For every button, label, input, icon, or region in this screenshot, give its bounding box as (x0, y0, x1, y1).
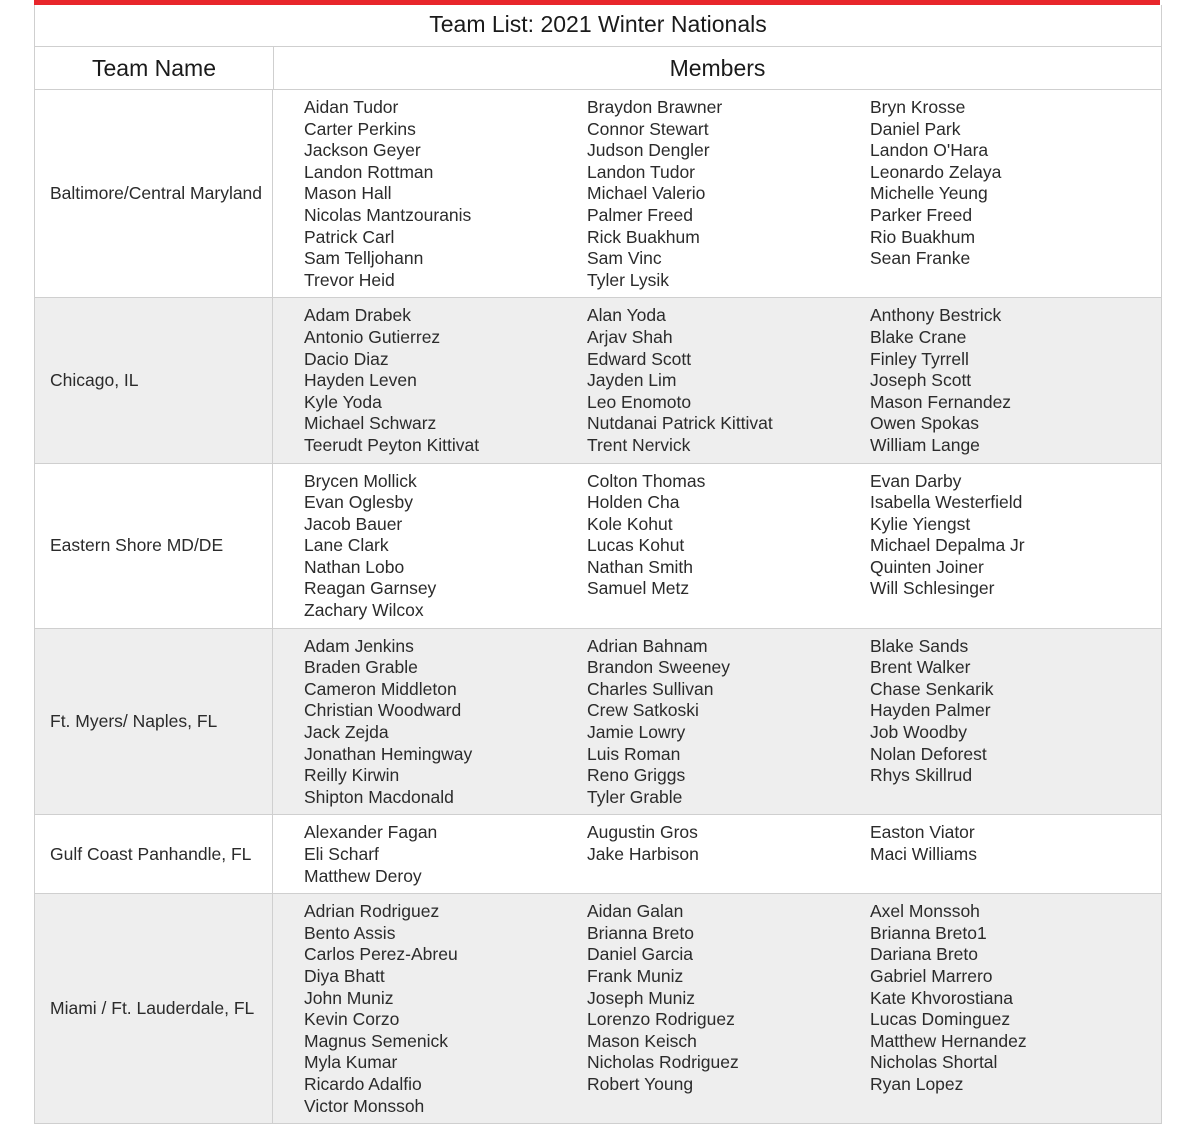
member-name: Isabella Westerfield (870, 492, 1023, 513)
member-name: Hayden Leven (304, 370, 417, 391)
member-name: Michael Schwarz (304, 413, 437, 434)
member-name: Easton Viator (870, 822, 975, 843)
table-header (35, 47, 1161, 90)
member-name: Sean Franke (870, 248, 971, 269)
member-name: Braydon Brawner (587, 97, 723, 117)
member-name: Brianna Breto (587, 922, 695, 943)
member-column (587, 305, 870, 456)
member-name: Landon Rottman (304, 161, 434, 182)
member-name: Brycen Mollick (304, 470, 417, 491)
member-column (587, 97, 870, 291)
member-name: John Muniz (304, 987, 394, 1008)
member-name: Edward Scott (587, 348, 692, 369)
member-column (304, 471, 587, 622)
member-name: Evan Darby (870, 470, 962, 491)
team-name-header: Team Name (35, 47, 274, 89)
members-cell (273, 298, 1161, 462)
member-name: Trevor Heid (304, 269, 395, 290)
member-name: William Lange (870, 434, 980, 455)
member-name: Axel Monssoh (870, 901, 980, 922)
member-name: Eli Scharf (304, 844, 379, 864)
table-row (35, 298, 1161, 463)
member-name: Maci Williams (870, 844, 977, 864)
member-name: Michelle Yeung (870, 183, 988, 204)
member-name: Landon Tudor (587, 161, 696, 182)
member-name: Dacio Diaz (304, 348, 389, 369)
member-name: Connor Stewart (587, 118, 709, 139)
member-name: Mason Keisch (587, 1030, 697, 1051)
member-column (870, 305, 1153, 456)
member-name: Gabriel Marrero (870, 965, 993, 986)
member-name: Carter Perkins (304, 118, 416, 139)
member-name: Jamie Lowry (587, 722, 686, 743)
team-name-cell: Gulf Coast Panhandle, FL (35, 815, 273, 893)
table-row (35, 894, 1161, 1124)
member-column (870, 97, 1153, 291)
member-name: Daniel Garcia (587, 944, 694, 965)
member-name: Nathan Smith (587, 556, 694, 577)
member-name: Jacob Bauer (304, 513, 403, 534)
member-name: Myla Kumar (304, 1052, 398, 1073)
member-name: Teerudt Peyton Kittivat (304, 434, 480, 455)
member-name: Reagan Garnsey (304, 578, 437, 599)
member-name: Patrick Carl (304, 226, 395, 247)
member-name: Jack Zejda (304, 722, 389, 743)
member-name: Joseph Scott (870, 370, 972, 391)
member-name: Brandon Sweeney (587, 657, 731, 678)
table-row (35, 464, 1161, 629)
members-header: Members (669, 55, 766, 81)
team-name-cell: Chicago, IL (35, 298, 273, 462)
member-name: Aidan Galan (587, 901, 684, 922)
member-name: Reno Griggs (587, 765, 686, 786)
page-title: Team List: 2021 Winter Nationals (35, 5, 1161, 47)
member-name: Ricardo Adalfio (304, 1073, 422, 1094)
member-name: Will Schlesinger (870, 578, 995, 599)
member-name: Nicholas Shortal (870, 1052, 998, 1073)
member-name: Kole Kohut (587, 513, 673, 534)
member-column (587, 636, 870, 809)
member-name: Nicolas Mantzouranis (304, 204, 472, 225)
member-name: Victor Monssoh (304, 1095, 425, 1116)
member-name: Ryan Lopez (870, 1073, 964, 1094)
member-name: Kyle Yoda (304, 391, 382, 412)
member-name: Diya Bhatt (304, 965, 385, 986)
member-column (587, 901, 870, 1117)
member-name: Jonathan Hemingway (304, 743, 473, 764)
member-name: Robert Young (587, 1073, 694, 1094)
member-name: Palmer Freed (587, 204, 694, 225)
member-name: Finley Tyrrell (870, 348, 969, 369)
member-column (304, 636, 587, 809)
member-name: Brianna Breto1 (870, 922, 987, 943)
member-name: Blake Crane (870, 326, 967, 347)
member-name: Nicholas Rodriguez (587, 1052, 739, 1073)
member-name: Adrian Bahnam (587, 635, 708, 656)
member-name: Job Woodby (870, 722, 967, 743)
member-name: Anthony Bestrick (870, 305, 1002, 326)
member-name: Evan Oglesby (304, 492, 413, 513)
member-name: Crew Satkoski (587, 700, 699, 721)
member-name: Lane Clark (304, 535, 389, 556)
member-name: Colton Thomas (587, 470, 706, 491)
member-name: Kylie Yiengst (870, 513, 971, 534)
team-name-cell: Baltimore/Central Maryland (35, 90, 273, 297)
member-name: Lucas Dominguez (870, 1009, 1011, 1030)
table-row (35, 629, 1161, 816)
member-column (304, 97, 587, 291)
member-name: Blake Sands (870, 635, 969, 656)
member-name: Alan Yoda (587, 305, 666, 326)
member-name: Kate Khvorostiana (870, 987, 1014, 1008)
member-name: Antonio Gutierrez (304, 326, 441, 347)
member-name: Michael Valerio (587, 183, 706, 204)
table-row (35, 90, 1161, 298)
member-name: Zachary Wilcox (304, 600, 424, 621)
member-name: Tyler Lysik (587, 269, 670, 290)
member-name: Rick Buakhum (587, 226, 700, 247)
member-name: Rhys Skillrud (870, 765, 973, 786)
members-cell (273, 894, 1161, 1123)
member-name: Leo Enomoto (587, 391, 692, 412)
team-list-table (34, 5, 1162, 1124)
member-name: Landon O'Hara (870, 140, 989, 161)
member-name: Magnus Semenick (304, 1030, 448, 1051)
member-name: Judson Dengler (587, 140, 710, 161)
member-column (870, 901, 1153, 1117)
member-name: Jackson Geyer (304, 140, 421, 161)
member-column (304, 822, 587, 887)
member-name: Quinten Joiner (870, 556, 984, 577)
member-name: Matthew Hernandez (870, 1030, 1027, 1051)
member-name: Dariana Breto (870, 944, 978, 965)
member-name: Lucas Kohut (587, 535, 685, 556)
member-name: Cameron Middleton (304, 678, 457, 699)
member-name: Tyler Grable (587, 786, 683, 807)
member-name: Holden Cha (587, 492, 680, 513)
member-name: Charles Sullivan (587, 678, 714, 699)
member-column (304, 305, 587, 456)
team-name-cell: Ft. Myers/ Naples, FL (35, 629, 273, 815)
member-column (587, 471, 870, 622)
member-name: Alexander Fagan (304, 822, 438, 843)
member-name: Chase Senkarik (870, 678, 994, 699)
member-name: Augustin Gros (587, 822, 698, 843)
member-column (870, 636, 1153, 809)
member-name: Sam Telljohann (304, 248, 424, 269)
member-name: Bento Assis (304, 922, 396, 943)
member-name: Joseph Muniz (587, 987, 695, 1008)
member-name: Aidan Tudor (304, 97, 399, 117)
member-name: Parker Freed (870, 204, 973, 225)
member-name: Carlos Perez-Abreu (304, 944, 458, 965)
member-name: Jayden Lim (587, 370, 677, 391)
member-name: Brent Walker (870, 657, 971, 678)
member-name: Adam Drabek (304, 305, 411, 326)
member-column (587, 822, 870, 887)
member-name: Kevin Corzo (304, 1009, 400, 1030)
members-cell (273, 629, 1161, 815)
member-column (870, 822, 1153, 887)
member-name: Trent Nervick (587, 434, 691, 455)
member-name: Braden Grable (304, 657, 418, 678)
member-name: Michael Depalma Jr (870, 535, 1025, 556)
member-name: Nolan Deforest (870, 743, 987, 764)
member-name: Mason Hall (304, 183, 392, 204)
member-name: Nathan Lobo (304, 556, 405, 577)
member-name: Shipton Macdonald (304, 786, 454, 807)
member-name: Samuel Metz (587, 578, 690, 599)
member-name: Christian Woodward (304, 700, 462, 721)
member-name: Bryn Krosse (870, 97, 966, 117)
member-name: Daniel Park (870, 118, 961, 139)
member-column (304, 901, 587, 1117)
member-name: Adam Jenkins (304, 635, 414, 656)
member-name: Frank Muniz (587, 965, 684, 986)
member-name: Sam Vinc (587, 248, 662, 269)
team-name-cell: Miami / Ft. Lauderdale, FL (35, 894, 273, 1123)
member-name: Lorenzo Rodriguez (587, 1009, 735, 1030)
members-cell (273, 815, 1161, 893)
member-name: Owen Spokas (870, 413, 979, 434)
member-name: Hayden Palmer (870, 700, 991, 721)
team-name-cell: Eastern Shore MD/DE (35, 464, 273, 628)
members-cell (273, 90, 1161, 297)
member-name: Rio Buakhum (870, 226, 976, 247)
member-name: Leonardo Zelaya (870, 161, 1002, 182)
member-name: Reilly Kirwin (304, 765, 400, 786)
member-name: Arjav Shah (587, 326, 673, 347)
member-name: Luis Roman (587, 743, 681, 764)
member-name: Mason Fernandez (870, 391, 1012, 412)
member-name: Adrian Rodriguez (304, 901, 440, 922)
table-body (35, 90, 1161, 1124)
member-name: Nutdanai Patrick Kittivat (587, 413, 773, 434)
member-name: Jake Harbison (587, 844, 699, 864)
member-column (870, 471, 1153, 622)
table-row (35, 815, 1161, 894)
member-name: Matthew Deroy (304, 865, 422, 886)
members-cell (273, 464, 1161, 628)
